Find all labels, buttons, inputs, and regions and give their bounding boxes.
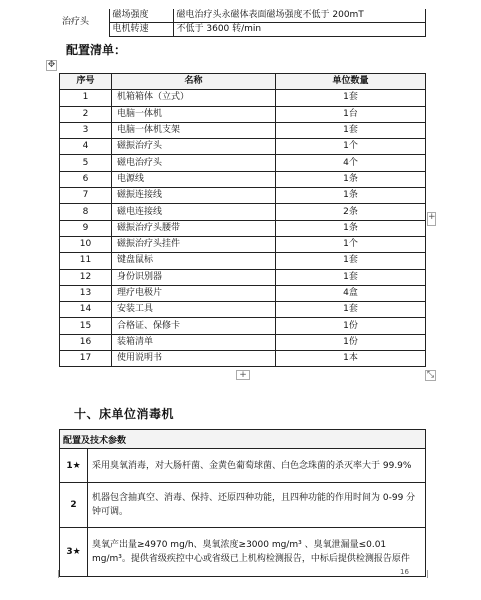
row-label-treatment-head: 治疗头 — [59, 9, 109, 37]
item-index: 4 — [60, 139, 112, 155]
item-name: 磁振治疗头挂件 — [112, 236, 276, 252]
item-name: 装箱清单 — [112, 334, 276, 350]
spec-text: 机器包含抽真空、消毒、保持、还原四种功能，且四种功能的作用时间为 0-99 分钟可调。 — [88, 483, 426, 528]
spec-number: 2 — [60, 483, 88, 528]
item-name: 机箱箱体（立式） — [112, 90, 276, 106]
item-quantity: 1条 — [276, 188, 426, 204]
table-move-handle-icon[interactable]: ✥ — [47, 60, 56, 70]
item-quantity: 2条 — [276, 204, 426, 220]
item-quantity: 1套 — [276, 302, 426, 318]
table-resize-handle-icon[interactable]: ⤡ — [426, 370, 435, 380]
table-row — [60, 449, 426, 483]
item-index: 1 — [60, 90, 112, 106]
item-index: 9 — [60, 220, 112, 236]
table-row — [60, 90, 426, 106]
item-quantity: 1套 — [276, 269, 426, 285]
item-index: 8 — [60, 204, 112, 220]
config-list-heading: 配置清单： — [66, 43, 127, 57]
add-row-button[interactable]: + — [236, 370, 250, 380]
item-index: 6 — [60, 171, 112, 187]
item-name: 磁电连接线 — [112, 204, 276, 220]
config-list-table — [59, 73, 426, 367]
item-quantity: 1台 — [276, 106, 426, 122]
item-quantity: 1套 — [276, 90, 426, 106]
table-row — [60, 253, 426, 269]
spec-number: 3★ — [60, 528, 88, 577]
header-index: 序号 — [60, 74, 112, 90]
item-index: 14 — [60, 302, 112, 318]
item-name: 磁振治疗头 — [112, 139, 276, 155]
spec-table-header: 配置及技术参数 — [60, 430, 426, 449]
item-quantity: 4个 — [276, 155, 426, 171]
item-quantity: 1条 — [276, 220, 426, 236]
item-index: 10 — [60, 236, 112, 252]
spec-text: 采用臭氧消毒，对大肠杆菌、金黄色葡萄球菌、白色念珠菌的杀灭率大于 99.9% — [88, 449, 426, 483]
table-row — [60, 220, 426, 236]
table-row — [60, 171, 426, 187]
item-index: 11 — [60, 253, 112, 269]
item-quantity: 1份 — [276, 318, 426, 334]
item-name: 电脑一体机支架 — [112, 122, 276, 138]
item-name: 身份识别器 — [112, 269, 276, 285]
section-title: 十、床单位消毒机 — [74, 407, 175, 421]
page-number: 16 — [400, 568, 409, 576]
item-quantity: 4盒 — [276, 285, 426, 301]
page-margin-mark — [58, 570, 67, 578]
header-name: 名称 — [112, 74, 276, 90]
item-index: 13 — [60, 285, 112, 301]
item-name: 电脑一体机 — [112, 106, 276, 122]
table-row — [60, 528, 426, 577]
table-row — [60, 269, 426, 285]
item-name: 电源线 — [112, 171, 276, 187]
item-quantity: 1套 — [276, 122, 426, 138]
item-quantity: 1个 — [276, 139, 426, 155]
item-name: 理疗电极片 — [112, 285, 276, 301]
item-index: 17 — [60, 351, 112, 367]
item-name: 磁电治疗头 — [112, 155, 276, 171]
add-column-button[interactable]: + — [427, 212, 436, 226]
table-row — [60, 236, 426, 252]
param-value: 磁电治疗头永磁体表面磁场强度不低于 200mT — [173, 9, 426, 23]
item-index: 3 — [60, 122, 112, 138]
table-row — [60, 188, 426, 204]
item-name: 磁振连接线 — [112, 188, 276, 204]
table-row — [60, 334, 426, 350]
table-row — [60, 483, 426, 528]
item-quantity: 1套 — [276, 253, 426, 269]
table-row — [60, 155, 426, 171]
table-header-row — [60, 74, 426, 90]
param-value: 不低于 3600 转/min — [173, 23, 426, 37]
table-row — [60, 285, 426, 301]
page-margin-mark — [66, 569, 74, 570]
item-index: 16 — [60, 334, 112, 350]
item-quantity: 1个 — [276, 236, 426, 252]
item-index: 5 — [60, 155, 112, 171]
param-name: 电机转速 — [109, 23, 173, 37]
item-name: 磁振治疗头腰带 — [112, 220, 276, 236]
item-index: 2 — [60, 106, 112, 122]
table-row — [60, 204, 426, 220]
item-name: 合格证、保修卡 — [112, 318, 276, 334]
table-row — [60, 122, 426, 138]
header-quantity: 单位数量 — [276, 74, 426, 90]
table-row — [60, 302, 426, 318]
table-row — [60, 318, 426, 334]
item-name: 键盘鼠标 — [112, 253, 276, 269]
item-quantity: 1条 — [276, 171, 426, 187]
item-quantity: 1份 — [276, 334, 426, 350]
table-row — [60, 106, 426, 122]
table-row — [60, 139, 426, 155]
item-index: 15 — [60, 318, 112, 334]
spec-text: 臭氧产出量≥4970 mg/h、臭氧浓度≥3000 mg/m³ 、臭氧泄漏量≤0.01 mg/m³。提供省级疾控中心或省级已上机构检测报告，中标后提供检测报告原件 — [88, 528, 426, 577]
param-name: 磁场强度 — [109, 9, 173, 23]
treatment-head-spec-table — [59, 9, 426, 37]
page-margin-mark — [427, 570, 436, 578]
spec-number: 1★ — [60, 449, 88, 483]
item-index: 7 — [60, 188, 112, 204]
item-name: 安装工具 — [112, 302, 276, 318]
item-name: 使用说明书 — [112, 351, 276, 367]
item-quantity: 1本 — [276, 351, 426, 367]
item-index: 12 — [60, 269, 112, 285]
disinfector-spec-table — [59, 429, 426, 577]
table-row — [60, 351, 426, 367]
